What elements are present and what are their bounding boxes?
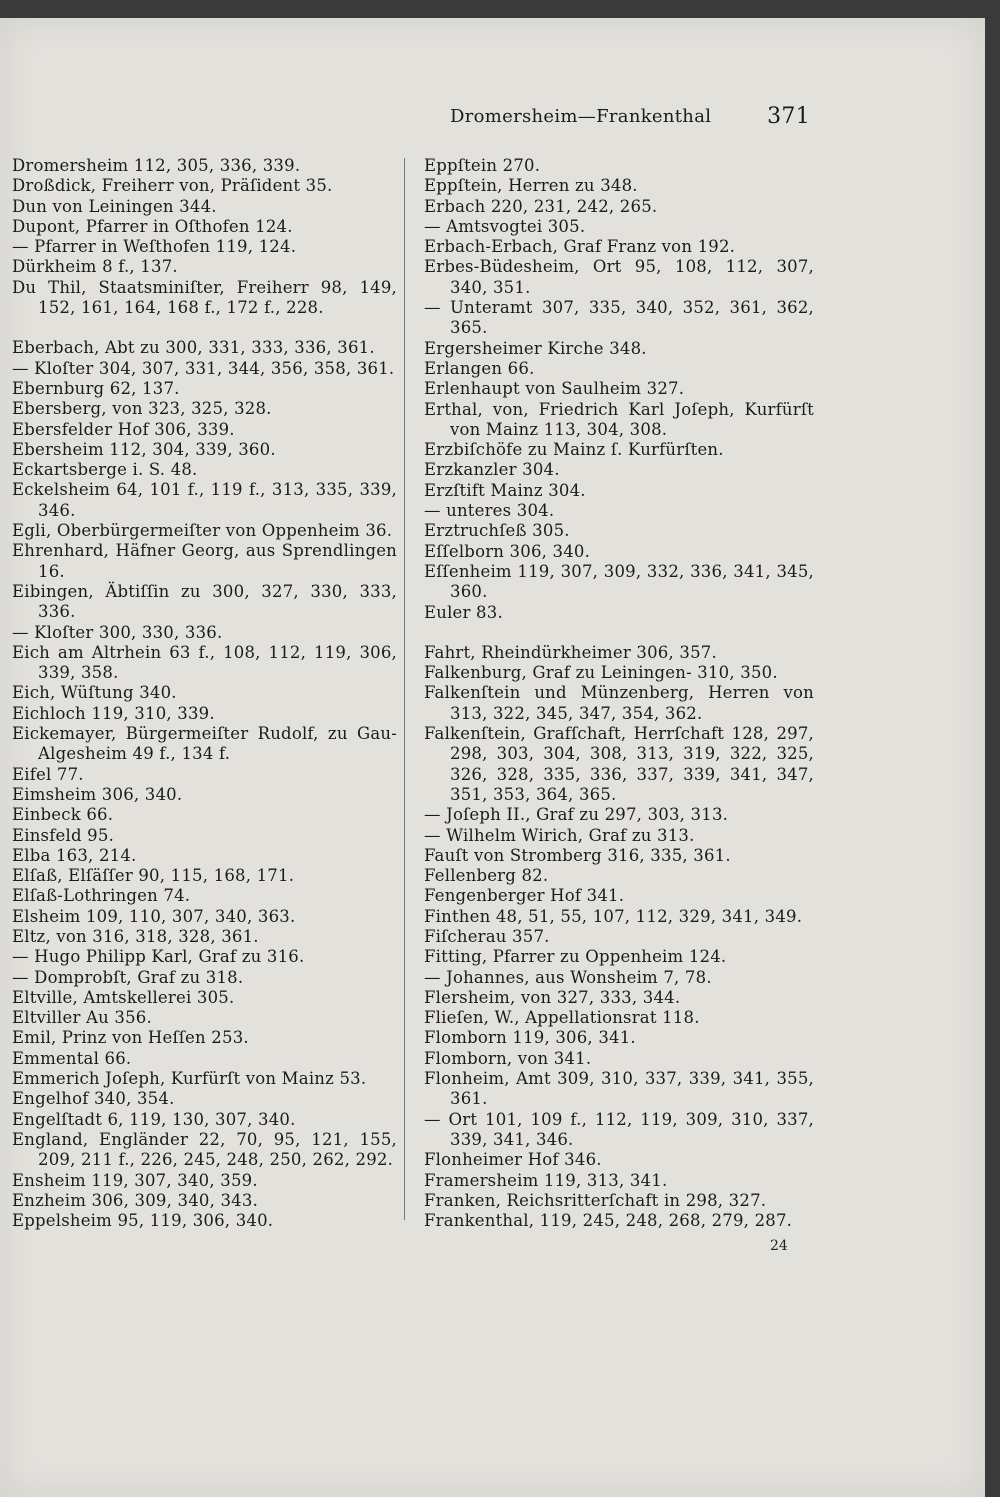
index-entry: Ebersberg, von 323, 325, 328. xyxy=(12,399,272,419)
index-entry: Dun von Leiningen 344. xyxy=(12,196,217,216)
index-entry: Enzheim 306, 309, 340, 343. xyxy=(12,1190,259,1210)
index-entry: — Hugo Philipp Karl, Graf zu 316. xyxy=(12,947,305,967)
index-entry: Eberbach, Abt zu 300, 331, 333, 336, 361. xyxy=(12,338,375,358)
index-entry: Eſſenheim 119, 307, 309, 332, 336, 341, 345, 360. xyxy=(424,561,814,602)
index-entry: Dromersheim 112, 305, 336, 339. xyxy=(12,156,301,175)
index-entry: Flersheim, von 327, 333, 344. xyxy=(424,987,681,1007)
index-entry: — Pfarrer in Weſthofen 119, 124. xyxy=(12,237,297,257)
index-entry: Eltz, von 316, 318, 328, 361. xyxy=(12,926,259,946)
index-entry: Fauſt von Stromberg 316, 335, 361. xyxy=(424,845,731,865)
index-entry: — unteres 304. xyxy=(424,501,555,521)
index-entry: Elſaß, Elſäſſer 90, 115, 168, 171. xyxy=(12,866,295,886)
index-page xyxy=(0,18,985,1497)
index-entry: Du Thil, Staatsminiſter, Freiherr 98, 149, 152, 161, 164, 168 f., 172 f., 228. xyxy=(12,277,397,318)
index-entry: — Kloſter 300, 330, 336. xyxy=(12,622,223,642)
index-entry: Fengenberger Hof 341. xyxy=(424,886,625,906)
index-entry: Eifel 77. xyxy=(12,764,84,784)
index-entry: — Joſeph II., Graf zu 297, 303, 313. xyxy=(424,805,729,825)
page-number: 371 xyxy=(767,104,810,129)
index-entry: Eppſtein 270. xyxy=(424,156,541,175)
index-entry: Erzſtift Mainz 304. xyxy=(424,480,586,500)
index-entry: Eibingen, Äbtiſſin zu 300, 327, 330, 333, 336. xyxy=(12,581,397,622)
index-entry: — Ort 101, 109 f., 112, 119, 309, 310, 337, 339, 341, 346. xyxy=(424,1109,814,1149)
index-entry: Ebersfelder Hof 306, 339. xyxy=(12,419,235,439)
index-entry: Flomborn 119, 306, 341. xyxy=(424,1028,636,1048)
index-entry: — Amtsvogtei 305. xyxy=(424,216,586,236)
index-entry: — Wilhelm Wirich, Graf zu 313. xyxy=(424,825,695,845)
index-entry: — Kloſter 304, 307, 331, 344, 356, 358, 361. xyxy=(12,358,395,378)
index-entry: Engelſtadt 6, 119, 130, 307, 340. xyxy=(12,1109,296,1129)
column-divider xyxy=(404,158,405,1220)
index-entry: Ebernburg 62, 137. xyxy=(12,378,180,398)
index-entry: Emil, Prinz von Heſſen 253. xyxy=(12,1028,249,1048)
index-entry: Engelhof 340, 354. xyxy=(12,1089,175,1109)
index-column-right xyxy=(424,156,814,1231)
index-entry: Emmerich Joſeph, Kurfürſt von Mainz 53. xyxy=(12,1069,367,1089)
index-entry: Elsheim 109, 110, 307, 340, 363. xyxy=(12,906,296,926)
index-entry: Ensheim 119, 307, 340, 359. xyxy=(12,1170,258,1190)
index-entry: Erthal, von, Friedrich Karl Joſeph, Kurfürſt von Mainz 113, 304, 308. xyxy=(424,399,814,439)
index-entry: Ergersheimer Kirche 348. xyxy=(424,338,647,358)
index-entry: Fitting, Pfarrer zu Oppenheim 124. xyxy=(424,947,727,967)
signature-mark: 24 xyxy=(770,1238,788,1254)
index-entry: — Unteramt 307, 335, 340, 352, 361, 362, 365. xyxy=(424,298,814,338)
index-entry: Falkenſtein und Münzenberg, Herren von 313, 322, 345, 347, 354, 362. xyxy=(424,683,814,723)
index-entry: Franken, Reichsritterſchaft in 298, 327. xyxy=(424,1190,767,1210)
index-entry: Eltviller Au 356. xyxy=(12,1008,152,1028)
index-entry: Elba 163, 214. xyxy=(12,845,137,865)
index-entry: Finthen 48, 51, 55, 107, 112, 329, 341, 349. xyxy=(424,906,803,926)
index-entry: Eſſelborn 306, 340. xyxy=(424,541,591,561)
index-entry: Flomborn, von 341. xyxy=(424,1048,592,1068)
index-entry: Flonheim, Amt 309, 310, 337, 339, 341, 355, 361. xyxy=(424,1069,814,1109)
index-entry: Einsfeld 95. xyxy=(12,825,115,845)
index-entry: — Johannes, aus Wonsheim 7, 78. xyxy=(424,967,712,987)
index-entry: Dürkheim 8 f., 137. xyxy=(12,257,178,277)
index-entry: England, Engländer 22, 70, 95, 121, 155, 209, 211 f., 226, 245, 248, 250, 262, 292. xyxy=(12,1129,397,1170)
index-entry: Dupont, Pfarrer in Oſthofen 124. xyxy=(12,216,293,236)
index-entry: Falkenſtein, Grafſchaft, Herrſchaft 128, 297, 298, 303, 304, 308, 313, 319, 322, 325, 326, 328, 335, 336, 337, 339, 341, 347, 351, 353, 364, 365. xyxy=(424,724,814,804)
index-entry: Emmental 66. xyxy=(12,1048,132,1068)
index-entry: Erbes-Büdesheim, Ort 95, 108, 112, 307, 340, 351. xyxy=(424,257,814,297)
index-entry: Flonheimer Hof 346. xyxy=(424,1150,602,1170)
index-entry: Ebersheim 112, 304, 339, 360. xyxy=(12,439,276,459)
index-entry: Eckartsberge i. S. 48. xyxy=(12,460,198,480)
index-entry: Fiſcherau 357. xyxy=(424,926,550,946)
index-entry: Erzkanzler 304. xyxy=(424,460,560,480)
index-entry: Euler 83. xyxy=(424,602,503,622)
index-entry: Eimsheim 306, 340. xyxy=(12,784,183,804)
index-entry: Fellenberg 82. xyxy=(424,866,549,886)
index-entry: Ehrenhard, Häfner Georg, aus Sprendlingen 16. xyxy=(12,541,397,581)
index-entry: Erbach 220, 231, 242, 265. xyxy=(424,196,658,216)
index-entry: Frankenthal, 119, 245, 248, 268, 279, 287. xyxy=(424,1211,793,1231)
index-entry: Fahrt, Rheindürkheimer 306, 357. xyxy=(424,642,717,662)
index-entry: Erlangen 66. xyxy=(424,358,535,378)
index-column-left xyxy=(12,156,397,1231)
index-entry: Eppſtein, Herren zu 348. xyxy=(424,176,638,196)
index-entry: Erbach-Erbach, Graf Franz von 192. xyxy=(424,237,736,257)
section-gap xyxy=(424,623,814,643)
index-entry: Flieſen, W., Appellationsrat 118. xyxy=(424,1008,700,1028)
index-entry: Eltville, Amtskellerei 305. xyxy=(12,987,235,1007)
index-entry: Egli, Oberbürgermeiſter von Oppenheim 36. xyxy=(12,521,393,541)
index-entry: Falkenburg, Graf zu Leiningen- 310, 350. xyxy=(424,663,778,683)
index-entry: Erztruchſeß 305. xyxy=(424,521,570,541)
index-entry: Droßdick, Freiherr von, Präſident 35. xyxy=(12,176,333,196)
index-entry: Elſaß-Lothringen 74. xyxy=(12,886,191,906)
index-entry: Eich am Altrhein 63 f., 108, 112, 119, 306, 339, 358. xyxy=(12,642,397,683)
index-entry: Eichloch 119, 310, 339. xyxy=(12,703,215,723)
index-entry: Eickemayer, Bürgermeiſter Rudolf, zu Gau-Algesheim 49 f., 134 f. xyxy=(12,724,397,764)
page-title: Dromersheim—Frankenthal xyxy=(450,106,712,127)
index-entry: Framersheim 119, 313, 341. xyxy=(424,1170,668,1190)
index-entry: Eich, Wüſtung 340. xyxy=(12,683,177,703)
index-entry: Eckelsheim 64, 101 f., 119 f., 313, 335, 339, 346. xyxy=(12,480,397,520)
section-gap xyxy=(12,318,397,338)
index-entry: Eppelsheim 95, 119, 306, 340. xyxy=(12,1211,274,1231)
index-entry: — Domprobſt, Graf zu 318. xyxy=(12,967,244,987)
index-entry: Einbeck 66. xyxy=(12,805,114,825)
index-entry: Erzbiſchöfe zu Mainz ſ. Kurfürſten. xyxy=(424,440,724,460)
index-entry: Erlenhaupt von Saulheim 327. xyxy=(424,379,685,399)
